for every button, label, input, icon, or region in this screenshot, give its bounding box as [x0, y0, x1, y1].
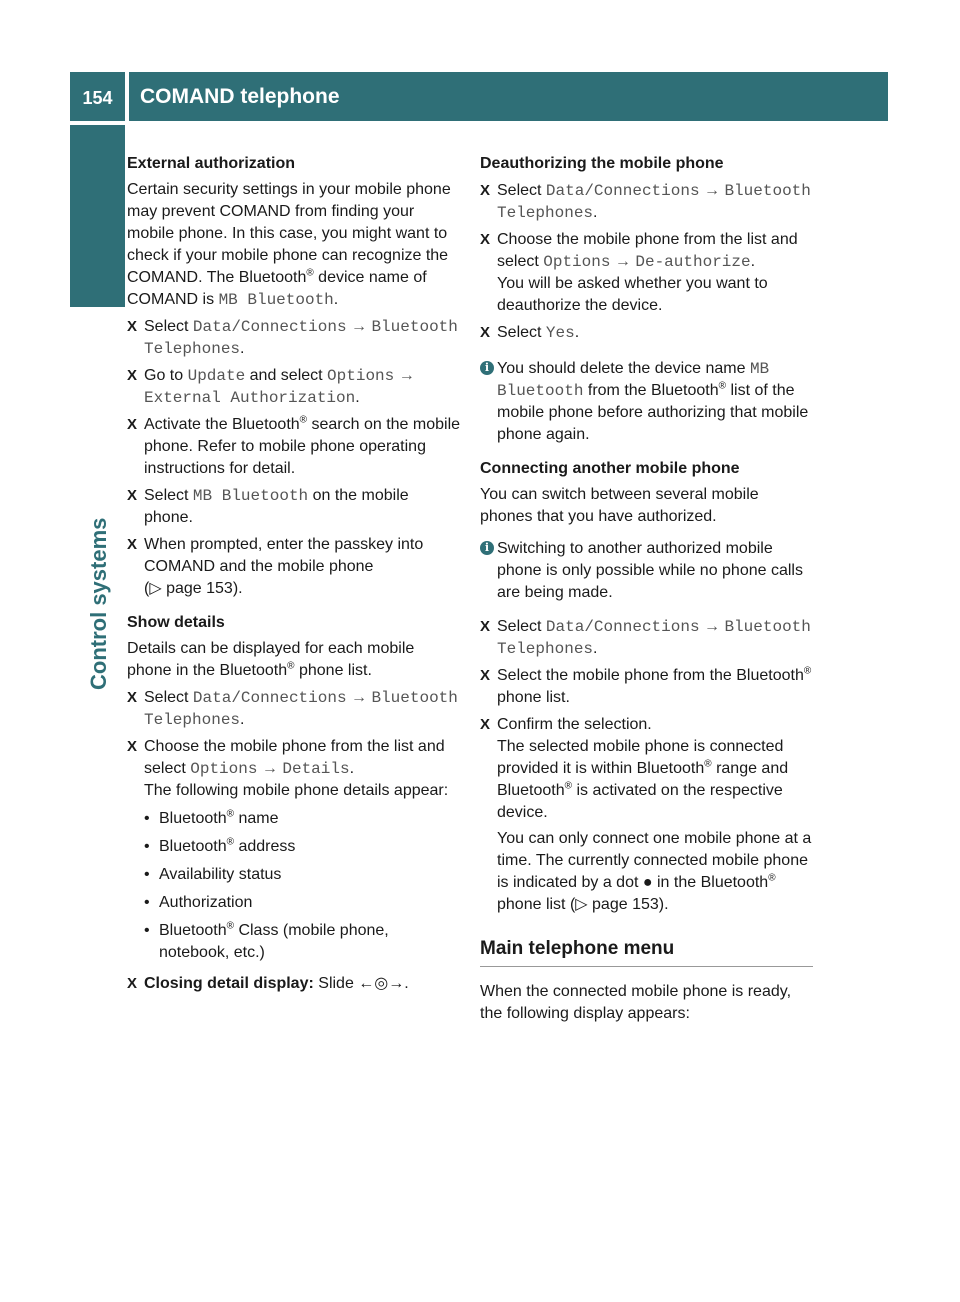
- arrow-icon: →: [351, 318, 367, 335]
- side-tab-label: Control systems: [86, 517, 111, 690]
- arrow-icon: →: [351, 689, 367, 706]
- step-item: X Select the mobile phone from the Bluetooth® phone list.: [480, 665, 812, 706]
- step-marker-icon: X: [127, 367, 138, 384]
- step-marker-icon: X: [480, 716, 491, 733]
- page-title: COMAND telephone: [129, 72, 888, 121]
- step-item: X Select Data/Connections → Bluetooth Telephones.: [480, 618, 811, 658]
- step-marker-icon: X: [127, 975, 138, 992]
- list-item: • Availability status: [143, 864, 462, 886]
- side-tab-block: [70, 125, 125, 307]
- controller-slide-icon: ←◎→: [358, 975, 405, 992]
- section-heading: Show details: [127, 614, 225, 631]
- step-marker-icon: X: [480, 667, 491, 684]
- dot-icon: ●: [642, 874, 653, 891]
- left-column: [127, 153, 462, 995]
- step-marker-icon: X: [127, 318, 138, 335]
- list-item: • Authorization: [143, 892, 462, 914]
- bullet-icon: •: [144, 866, 150, 883]
- bullet-icon: •: [144, 894, 150, 911]
- info-note: i Switching to another authorized mobile phone is only possible while no phone calls are being made.: [480, 538, 813, 604]
- step-marker-icon: X: [480, 231, 491, 248]
- step-marker-icon: X: [127, 536, 138, 553]
- section-heading: Deauthorizing the mobile phone: [480, 155, 724, 172]
- paragraph: When the connected mobile phone is ready, the following display appears:: [480, 983, 792, 1022]
- section-title: Main telephone menu: [480, 938, 813, 967]
- step-marker-icon: X: [480, 618, 491, 635]
- step-item: X Select Yes.: [480, 324, 580, 342]
- step-marker-icon: X: [127, 416, 138, 433]
- step-marker-icon: X: [480, 182, 491, 199]
- bullet-icon: •: [144, 838, 150, 855]
- paragraph: You can switch between several mobile phones that you have authorized.: [480, 486, 759, 525]
- arrow-icon: →: [704, 618, 720, 635]
- info-icon: i: [480, 361, 494, 375]
- right-column: [480, 153, 813, 1025]
- step-item: X Closing detail display: Slide ←◎→.: [127, 973, 462, 995]
- info-icon: i: [480, 541, 494, 555]
- list-item: • Bluetooth® Class (mobile phone, notebook, etc.): [144, 920, 389, 961]
- arrow-icon: →: [398, 367, 415, 384]
- step-item: X Select Data/Connections → Bluetooth Telephones.: [480, 182, 811, 222]
- step-item: X Select Data/Connections → Bluetooth Telephones.: [127, 318, 458, 358]
- list-item: • Bluetooth® address: [143, 836, 462, 858]
- section-heading: External authorization: [127, 155, 296, 172]
- info-note: i You should delete the device name MB Bluetooth from the Bluetooth® list of the mobile phone before authorizing that mobile phone again.: [480, 358, 813, 446]
- step-item: X Choose the mobile phone from the list and select Options → De-authorize. You will be asked whether you want to deauthorize the device.: [480, 231, 798, 314]
- page-number: 154: [70, 72, 125, 121]
- paragraph: Details can be displayed for each mobile phone in the Bluetooth® phone list.: [127, 640, 415, 679]
- step-item: X Confirm the selection. The selected mobile phone is connected provided it is within Bluetooth® range and Bluetooth® is activated on the respective device. You can only connect one mobile phone at a time. The currently connected mobile phone is indicated by a dot ● in the Bluetooth® phone list (▷ page 153).: [480, 716, 812, 913]
- arrow-icon: →: [704, 182, 720, 199]
- step-item: X Go to Update and select Options → External Authorization.: [127, 367, 415, 407]
- page-ref-icon: ▷: [149, 580, 162, 597]
- step-item: X Activate the Bluetooth® search on the mobile phone. Refer to mobile phone operating instructions for detail.: [127, 414, 461, 477]
- bullet-icon: •: [144, 810, 150, 827]
- step-item: X When prompted, enter the passkey into COMAND and the mobile phone (▷ page 153).: [127, 536, 424, 597]
- step-marker-icon: X: [127, 689, 138, 706]
- step-marker-icon: X: [127, 487, 138, 504]
- step-marker-icon: X: [480, 324, 491, 341]
- arrow-icon: →: [614, 253, 631, 270]
- list-item: • Bluetooth® name: [143, 808, 462, 830]
- step-item: X Select MB Bluetooth on the mobile phone.: [127, 487, 409, 526]
- step-item: X Choose the mobile phone from the list and select Options → Details. The following mobile phone details appear:: [127, 738, 449, 799]
- bullet-icon: •: [144, 922, 150, 939]
- page-ref-icon: ▷: [575, 896, 588, 913]
- step-marker-icon: X: [127, 738, 138, 755]
- section-heading: Connecting another mobile phone: [480, 460, 740, 477]
- paragraph: Certain security settings in your mobile phone may prevent COMAND from finding your mobile phone. In this case, you might want to check if your mobile phone can recognize the COMAND. The Bluetooth® device name of COMAND is MB Bluetooth.: [127, 181, 451, 309]
- arrow-icon: →: [261, 760, 278, 777]
- step-item: X Select Data/Connections → Bluetooth Telephones.: [127, 689, 458, 729]
